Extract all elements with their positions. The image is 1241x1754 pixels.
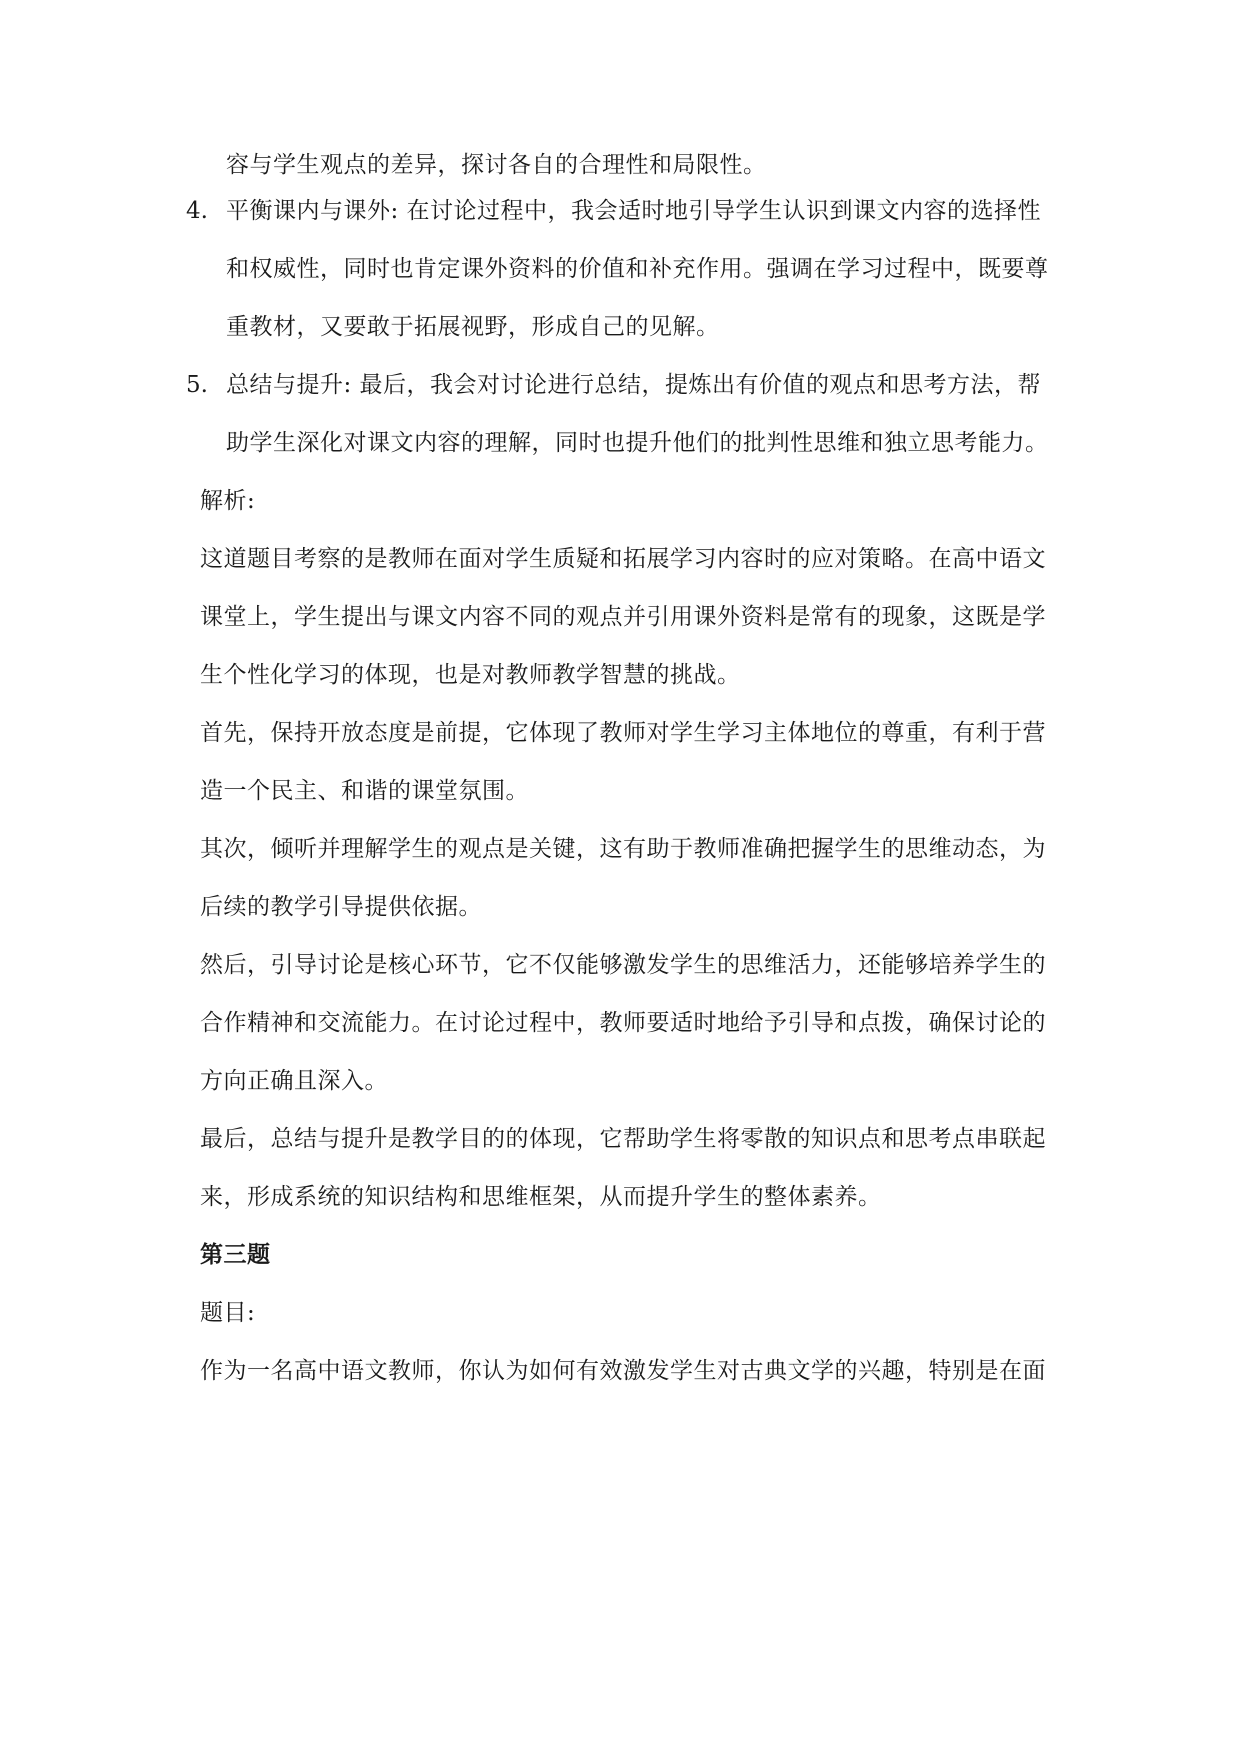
section-3-title: 第三题 [200,1241,271,1268]
analysis-p5-line-2: 来，形成系统的知识结构和思维框架，从而提升学生的整体素养。 [200,1184,882,1210]
analysis-p2-line-2: 造一个民主、和谐的课堂氛围。 [200,778,529,804]
analysis-p4-line-2: 合作精神和交流能力。在讨论过程中，教师要适时地给予引导和点拨，确保讨论的 [200,1010,1046,1036]
list-number-5: 5. [186,372,208,398]
analysis-p3-line-2: 后续的教学引导提供依据。 [200,894,482,920]
list-item-4-line-3: 重教材，又要敢于拓展视野，形成自己的见解。 [226,314,720,340]
analysis-p1-line-2: 课堂上，学生提出与课文内容不同的观点并引用课外资料是常有的现象，这既是学 [200,604,1046,630]
analysis-p1-line-3: 生个性化学习的体现，也是对教师教学智慧的挑战。 [200,662,741,688]
analysis-p4-line-1: 然后，引导讨论是核心环节，它不仅能够激发学生的思维活力，还能够培养学生的 [200,952,1046,978]
analysis-p5-line-1: 最后，总结与提升是教学目的的体现，它帮助学生将零散的知识点和思考点串联起 [200,1126,1046,1152]
analysis-p1-line-1: 这道题目考察的是教师在面对学生质疑和拓展学习内容时的应对策略。在高中语文 [200,546,1046,572]
section-3-question-line-1: 作为一名高中语文教师，你认为如何有效激发学生对古典文学的兴趣，特别是在面 [200,1358,1046,1384]
list-item-5-line-1: 总结与提升: 最后，我会对讨论进行总结，提炼出有价值的观点和思考方法，帮 [226,372,1042,398]
list-item-4-line-1: 平衡课内与课外: 在讨论过程中，我会适时地引导学生认识到课文内容的选择性 [226,198,1042,224]
analysis-p4-line-3: 方向正确且深入。 [200,1068,388,1094]
analysis-p2-line-1: 首先，保持开放态度是前提，它体现了教师对学生学习主体地位的尊重，有利于营 [200,720,1046,746]
analysis-heading: 解析: [200,488,256,514]
list-item-4-line-2: 和权威性，同时也肯定课外资料的价值和补充作用。强调在学习过程中，既要尊 [226,256,1049,282]
analysis-p3-line-1: 其次，倾听并理解学生的观点是关键，这有助于教师准确把握学生的思维动态，为 [200,836,1046,862]
list-item-5-line-2: 助学生深化对课文内容的理解，同时也提升他们的批判性思维和独立思考能力。 [226,430,1049,456]
list-number-4: 4. [186,198,208,224]
section-3-question-label: 题目: [200,1300,256,1326]
list-item-3-continuation: 容与学生观点的差异，探讨各自的合理性和局限性。 [226,152,767,178]
